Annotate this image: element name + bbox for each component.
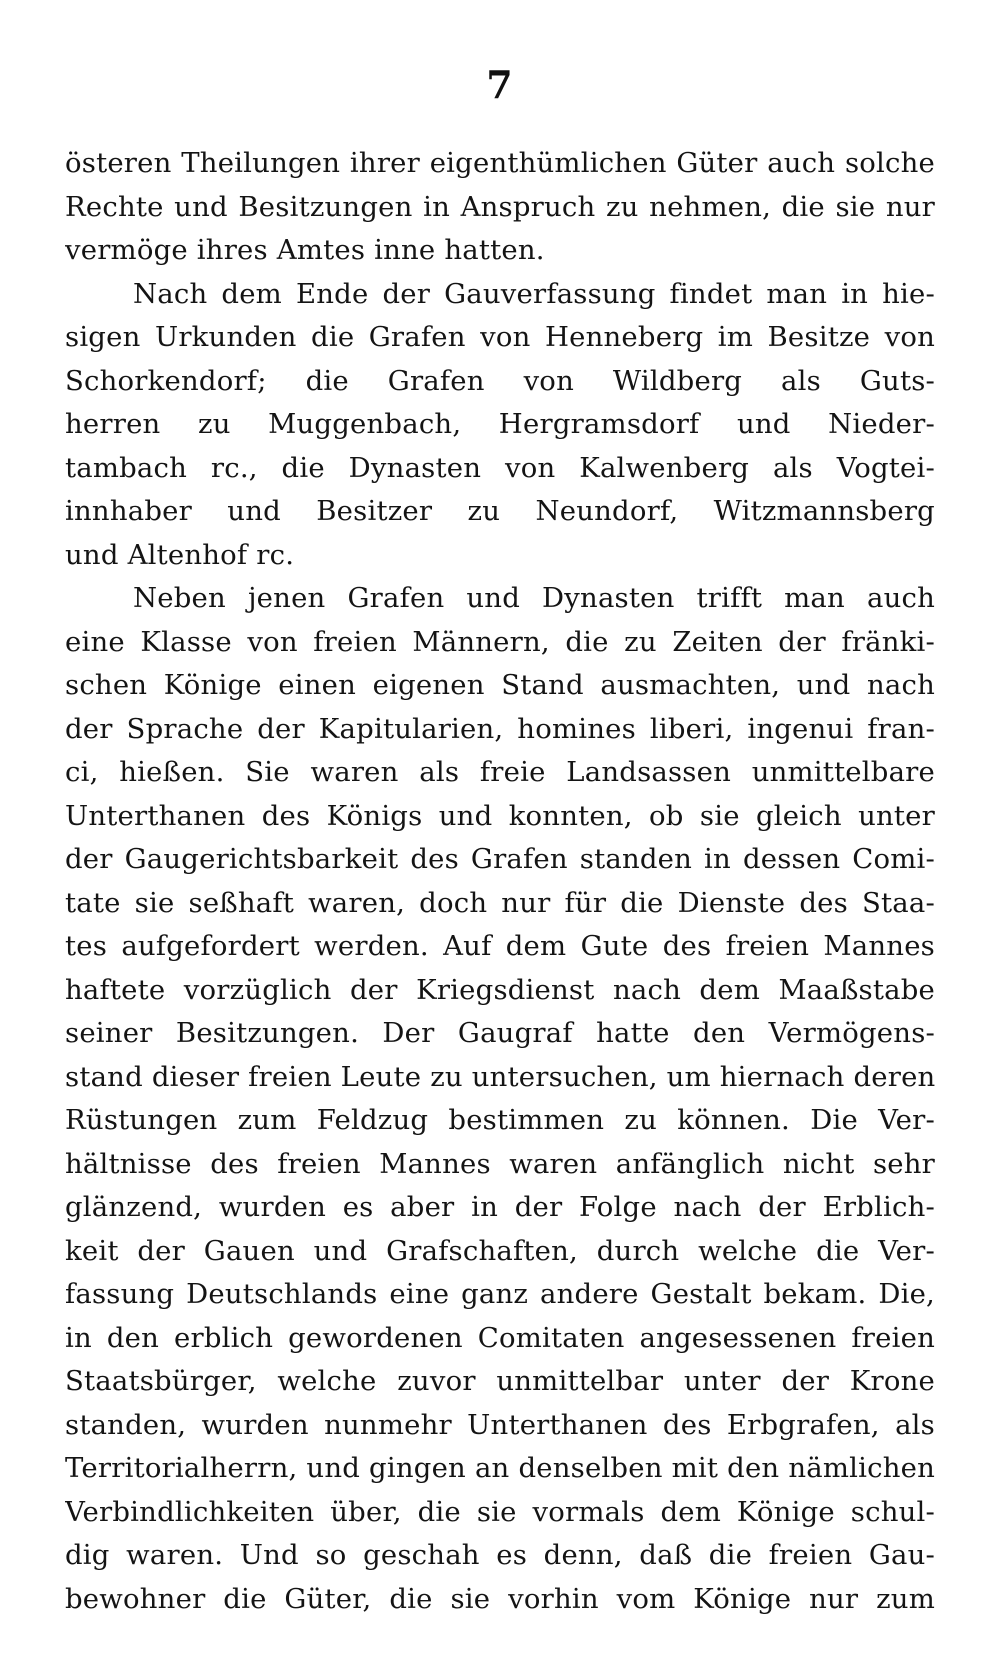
text-line: Neben jenen Grafen und Dynasten trifft man auch xyxy=(133,582,935,614)
text-line: österen Theilungen ihrer eigenthümlichen Güter auch solche xyxy=(65,147,935,179)
text-line: Rechte und Besitzungen in Anspruch zu nehmen, die sie nur xyxy=(65,190,935,223)
text-line: Rüstungen zum Feldzug bestimmen zu können. Die Ver- xyxy=(65,1104,935,1136)
text-line: Schorkendorf; die Grafen von Wildberg als Guts- xyxy=(65,364,935,397)
text-line: Unterthanen des Königs und konnten, ob sie gleich unter xyxy=(65,799,935,832)
text-line: fassung Deutschlands eine ganz andere Gestalt bekam. Die, xyxy=(65,1278,935,1310)
text-line: innhaber und Besitzer zu Neundorf, Witzmannsberg xyxy=(65,495,935,527)
text-line: glänzend, wurden es aber in der Folge nach der Erblich- xyxy=(65,1191,935,1223)
text-line: der Sprache der Kapitularien, homines liberi, ingenui fran- xyxy=(65,712,935,745)
text-line: dig waren. Und so geschah es denn, daß die freien Gau- xyxy=(65,1539,935,1571)
text-line: Verbindlichkeiten über, die sie vormals dem Könige schul- xyxy=(65,1495,935,1528)
text-line: seiner Besitzungen. Der Gaugraf hatte den Vermögens- xyxy=(65,1017,935,1049)
text-line: tate sie seßhaft waren, doch nur für die Dienste des Staa- xyxy=(65,886,935,919)
text-line: standen, wurden nunmehr Unterthanen des Erbgrafen, als xyxy=(65,1408,935,1441)
text-line: sigen Urkunden die Grafen von Henneberg im Besitze von xyxy=(65,321,935,353)
text-line: bewohner die Güter, die sie vorhin vom Könige nur zum xyxy=(65,1582,935,1615)
text-line: schen Könige einen eigenen Stand ausmachten, und nach xyxy=(65,669,935,701)
text-line: tambach rc., die Dynasten von Kalwenberg als Vogtei- xyxy=(65,451,935,484)
body-text xyxy=(65,142,935,1621)
text-line: herren zu Muggenbach, Hergramsdorf und Nieder- xyxy=(65,408,935,440)
text-line: Territorialherrn, und gingen an denselben mit den nämlichen xyxy=(65,1452,935,1484)
text-line: der Gaugerichtsbarkeit des Grafen standen in dessen Comi- xyxy=(65,843,935,875)
text-line: Nach dem Ende der Gauverfassung findet man in hie- xyxy=(133,277,935,310)
text-line: hältnisse des freien Mannes waren anfänglich nicht sehr xyxy=(65,1147,935,1180)
text-line: eine Klasse von freien Männern, die zu Zeiten der fränki- xyxy=(65,625,935,658)
text-line: ci, hießen. Sie waren als freie Landsassen unmittelbare xyxy=(65,756,935,788)
text-line: tes aufgefordert werden. Auf dem Gute des freien Mannes xyxy=(65,930,935,962)
text-line: in den erblich gewordenen Comitaten angesessenen freien xyxy=(65,1321,935,1354)
text-line: Staatsbürger, welche zuvor unmittelbar unter der Krone xyxy=(65,1365,935,1397)
page-number: 7 xyxy=(486,62,514,107)
text-line: vermöge ihres Amtes inne hatten. xyxy=(65,234,545,266)
text-line: stand dieser freien Leute zu untersuchen, um hiernach deren xyxy=(65,1060,935,1093)
text-line: keit der Gauen und Grafschaften, durch welche die Ver- xyxy=(65,1234,935,1267)
text-line: haftete vorzüglich der Kriegsdienst nach dem Maaßstabe xyxy=(65,973,935,1006)
text-line: und Altenhof rc. xyxy=(65,538,295,571)
